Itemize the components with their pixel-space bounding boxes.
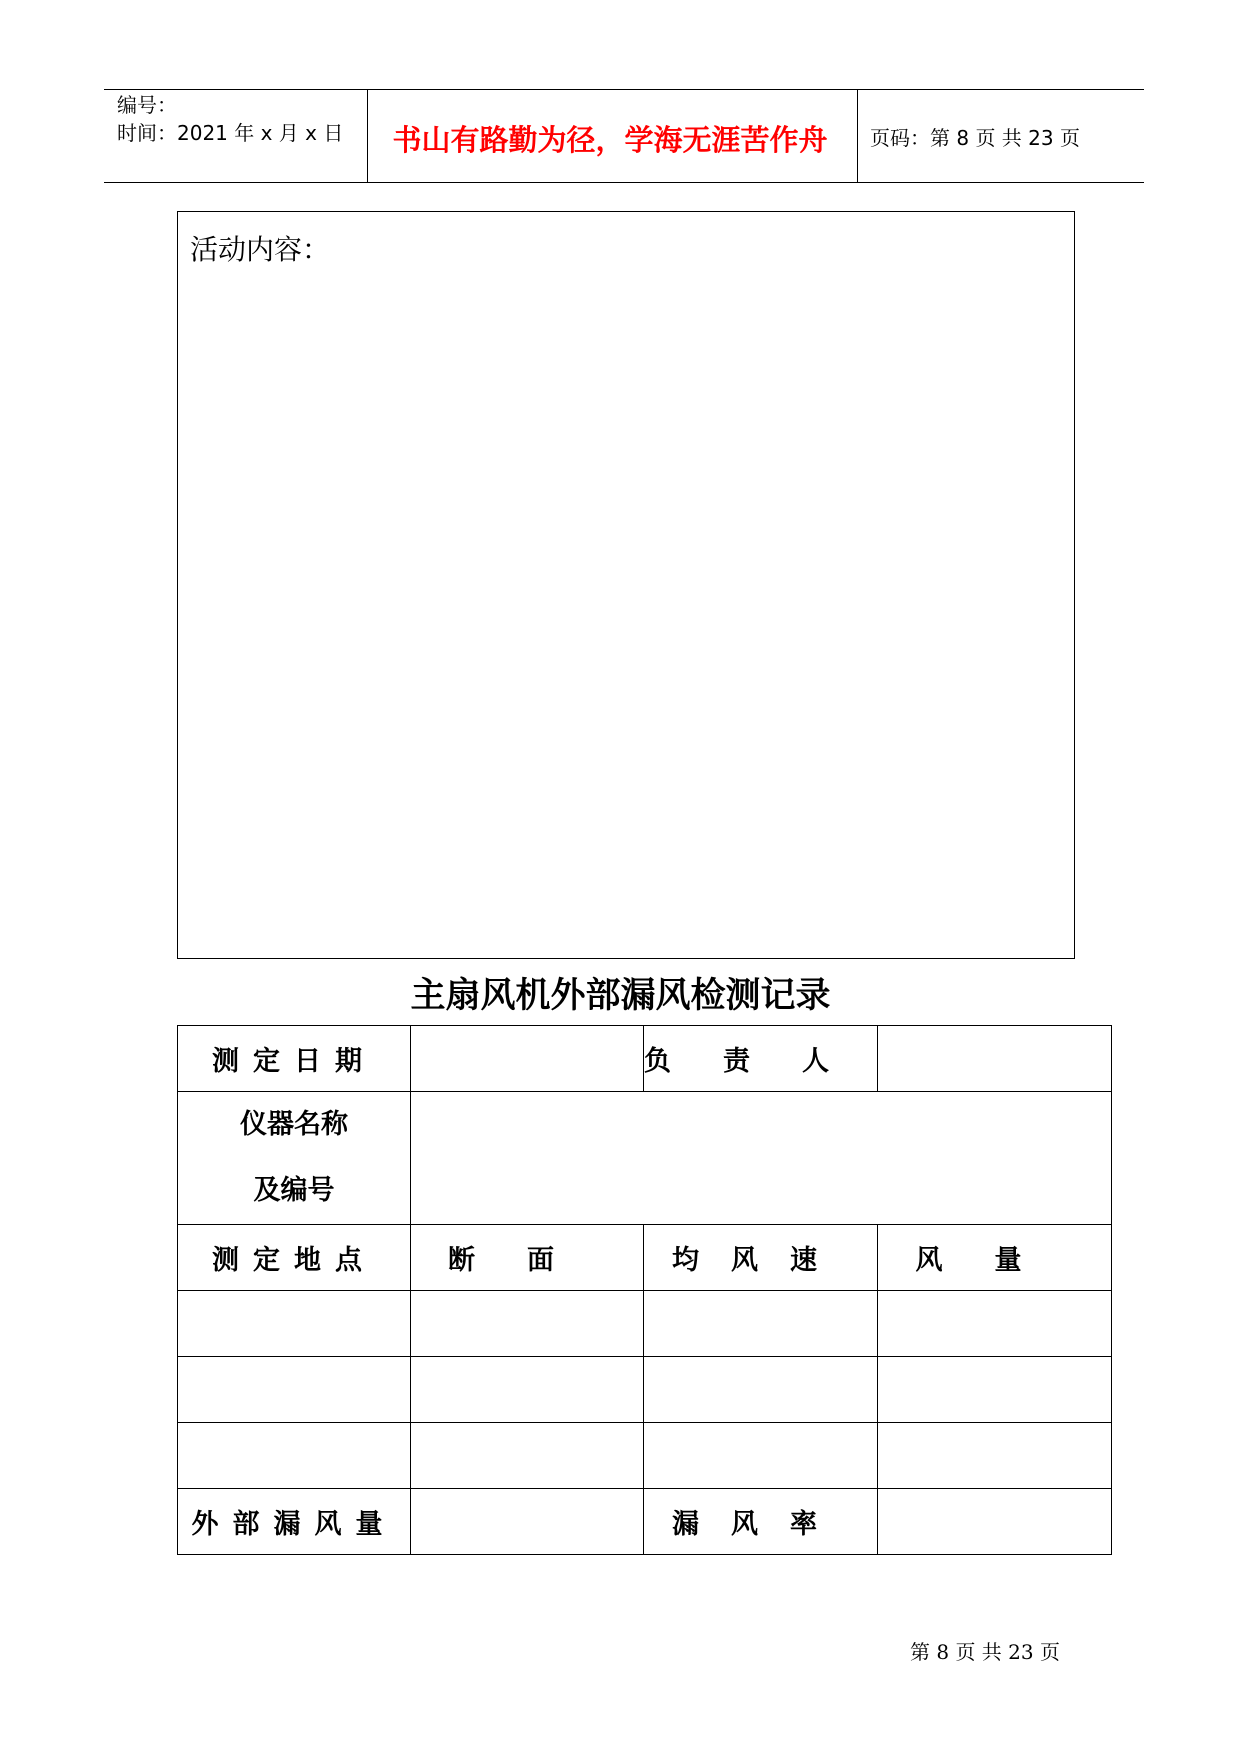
- data-cell[interactable]: [178, 1357, 411, 1423]
- avg-speed-header: [644, 1225, 878, 1291]
- leak-record-table: [177, 1025, 1112, 1555]
- measure-date-text: 测定日期: [212, 1046, 376, 1077]
- measure-date-value-cell[interactable]: [411, 1026, 644, 1092]
- table-row: [178, 1489, 1112, 1555]
- header-bottom-rule: [104, 182, 1144, 183]
- header-divider-right: [857, 89, 858, 183]
- instrument-label-line1: 仪器名称: [240, 1109, 348, 1140]
- section-text: 断面: [448, 1245, 606, 1276]
- table-row: [178, 1291, 1112, 1357]
- data-cell[interactable]: [878, 1291, 1112, 1357]
- data-cell[interactable]: [878, 1423, 1112, 1489]
- table-row: [178, 1026, 1112, 1092]
- location-header: [178, 1225, 411, 1291]
- responsible-text: 负责人: [644, 1046, 881, 1077]
- header-divider-left: [367, 89, 368, 183]
- serial-label: 编号：: [117, 93, 177, 117]
- avg-speed-text: 均风速: [672, 1245, 849, 1276]
- external-leak-label: [178, 1489, 411, 1555]
- data-cell[interactable]: [878, 1357, 1112, 1423]
- data-cell[interactable]: [411, 1357, 644, 1423]
- table-row: [178, 1423, 1112, 1489]
- data-cell[interactable]: [644, 1423, 878, 1489]
- activity-content-box: [177, 211, 1075, 959]
- table-row: [178, 1092, 1112, 1225]
- page-code: 页码：第 8 页 共 23 页: [870, 126, 1080, 150]
- external-leak-text: 外部漏风量: [191, 1509, 397, 1540]
- external-leak-value-cell[interactable]: [411, 1489, 644, 1555]
- air-volume-header: [878, 1225, 1112, 1291]
- data-cell[interactable]: [411, 1423, 644, 1489]
- instrument-label: [178, 1092, 411, 1225]
- instrument-value-cell[interactable]: [411, 1092, 1112, 1225]
- instrument-label-line2: 及编号: [253, 1175, 335, 1206]
- header-top-rule: [104, 89, 1144, 90]
- header-motto: 书山有路勤为径，学海无涯苦作舟: [392, 123, 828, 157]
- responsible-value-cell[interactable]: [878, 1026, 1112, 1092]
- table-row: [178, 1357, 1112, 1423]
- data-cell[interactable]: [644, 1357, 878, 1423]
- data-cell[interactable]: [178, 1291, 411, 1357]
- section-header: [411, 1225, 644, 1291]
- activity-label: 活动内容：: [190, 233, 331, 266]
- data-cell[interactable]: [178, 1423, 411, 1489]
- page-footer: 第 8 页 共 23 页: [910, 1640, 1060, 1664]
- location-text: 测定地点: [212, 1245, 376, 1276]
- leak-rate-value-cell[interactable]: [878, 1489, 1112, 1555]
- record-title: 主扇风机外部漏风检测记录: [410, 975, 831, 1016]
- air-volume-text: 风量: [915, 1245, 1074, 1276]
- table-row: [178, 1225, 1112, 1291]
- measure-date-label: [178, 1026, 411, 1092]
- responsible-label: [644, 1026, 881, 1092]
- data-cell[interactable]: [411, 1291, 644, 1357]
- time-label: 时间：2021 年 x 月 x 日: [117, 121, 344, 145]
- data-cell[interactable]: [644, 1291, 878, 1357]
- leak-rate-label: [644, 1489, 878, 1555]
- leak-rate-text: 漏风率: [672, 1509, 849, 1540]
